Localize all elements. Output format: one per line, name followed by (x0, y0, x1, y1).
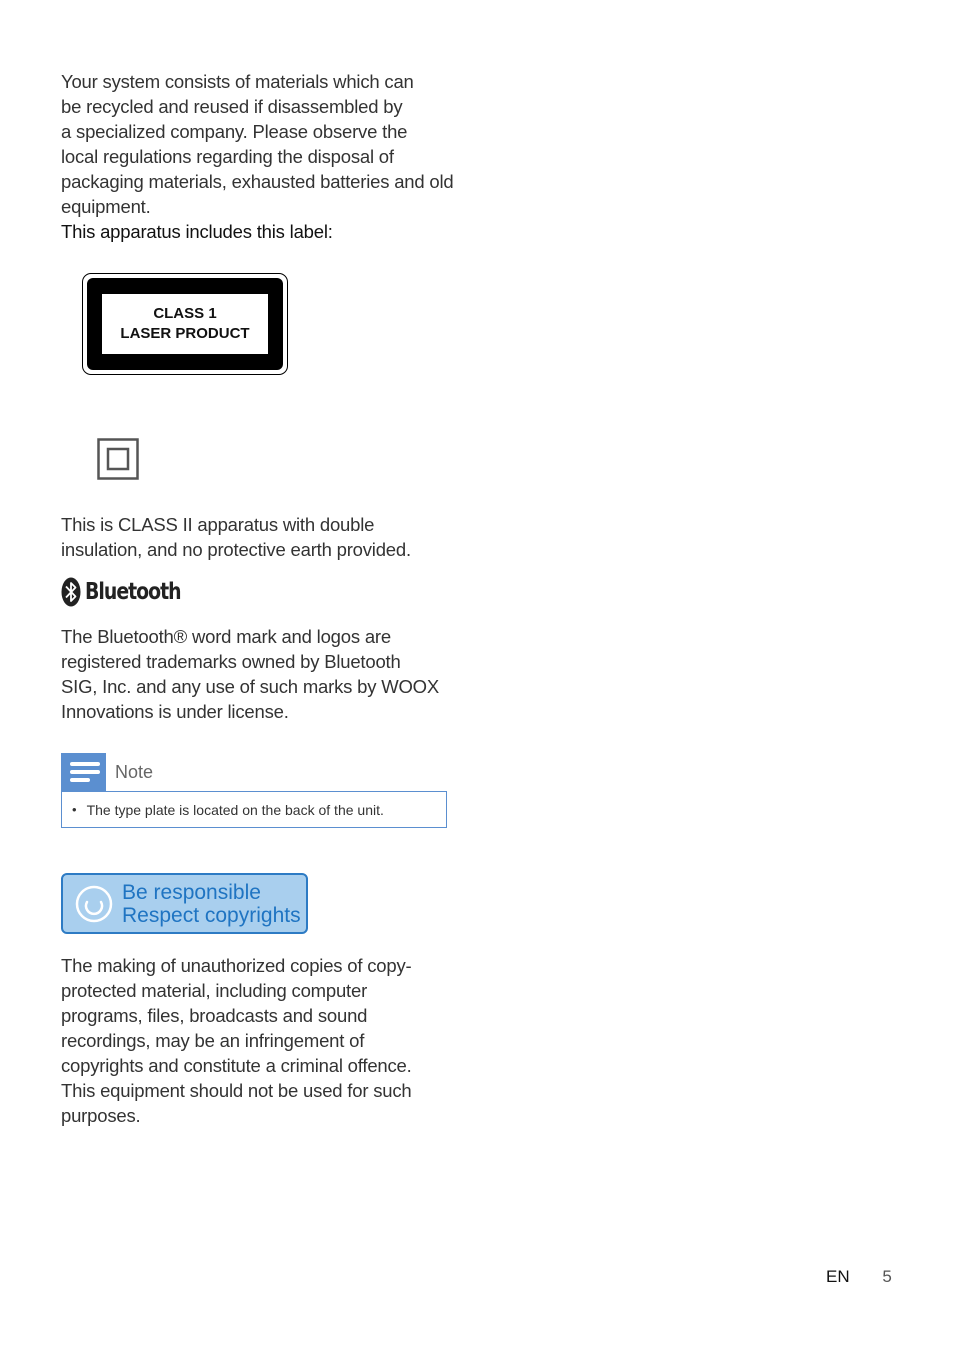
note-text: The type plate is located on the back of the unit. (86, 801, 384, 818)
note-box (61, 753, 447, 828)
text-line: insulation, and no protective earth provided. (61, 539, 411, 560)
power-circle-icon (75, 885, 113, 923)
text-line: a specialized company. Please observe the (61, 121, 408, 142)
text-line: local regulations regarding the disposal of (61, 146, 394, 167)
text-line: Innovations is under license. (61, 701, 289, 722)
text-line: The Bluetooth® word mark and logos are (61, 626, 391, 647)
page-footer (826, 1267, 892, 1287)
copyright-paragraph (61, 953, 461, 1128)
bluetooth-paragraph (61, 624, 461, 724)
class-ii-double-square-icon (97, 438, 139, 480)
bluetooth-logo (61, 576, 202, 608)
badge-text (122, 881, 301, 927)
text-line: packaging materials, exhausted batteries and old (61, 171, 454, 192)
footer-language: EN (826, 1267, 850, 1286)
page-number: 5 (882, 1267, 892, 1286)
text-line: protected material, including computer (61, 980, 368, 1001)
text-line: be recycled and reused if disassembled by (61, 96, 403, 117)
badge-line2: Respect copyrights (122, 903, 301, 927)
text-line: The making of unauthorized copies of copy- (61, 955, 412, 976)
note-body (61, 791, 447, 828)
class2-paragraph (61, 512, 461, 562)
class1-laser-label (82, 273, 288, 375)
text-line: SIG, Inc. and any use of such marks by WOOX (61, 676, 439, 697)
note-header (61, 753, 447, 791)
text-line: recordings, may be an infringement of (61, 1030, 365, 1051)
text-line: copyrights and constitute a criminal offence. (61, 1055, 412, 1076)
recycling-paragraph (61, 69, 461, 219)
label-intro: This apparatus includes this label: (61, 221, 333, 242)
text-line: purposes. (61, 1105, 141, 1126)
bullet: • (72, 802, 77, 817)
bluetooth-icon (61, 577, 81, 607)
copyright-badge (61, 873, 308, 934)
badge-line1: Be responsible (122, 880, 261, 904)
text-line: equipment. (61, 196, 151, 217)
laser-label-text-area (102, 294, 268, 354)
text-line: registered trademarks owned by Bluetooth (61, 651, 401, 672)
text-line: This is CLASS II apparatus with double (61, 514, 375, 535)
text-line: programs, files, broadcasts and sound (61, 1005, 368, 1026)
text-line: This equipment should not be used for such (61, 1080, 412, 1101)
bluetooth-wordmark: Bluetooth (85, 579, 181, 605)
text-line: Your system consists of materials which can (61, 71, 414, 92)
note-icon (61, 753, 106, 791)
laser-label-frame (87, 278, 283, 370)
laser-label-line1: CLASS 1 (153, 305, 217, 322)
note-title: Note (115, 761, 154, 782)
laser-label-line2: LASER PRODUCT (120, 325, 250, 342)
